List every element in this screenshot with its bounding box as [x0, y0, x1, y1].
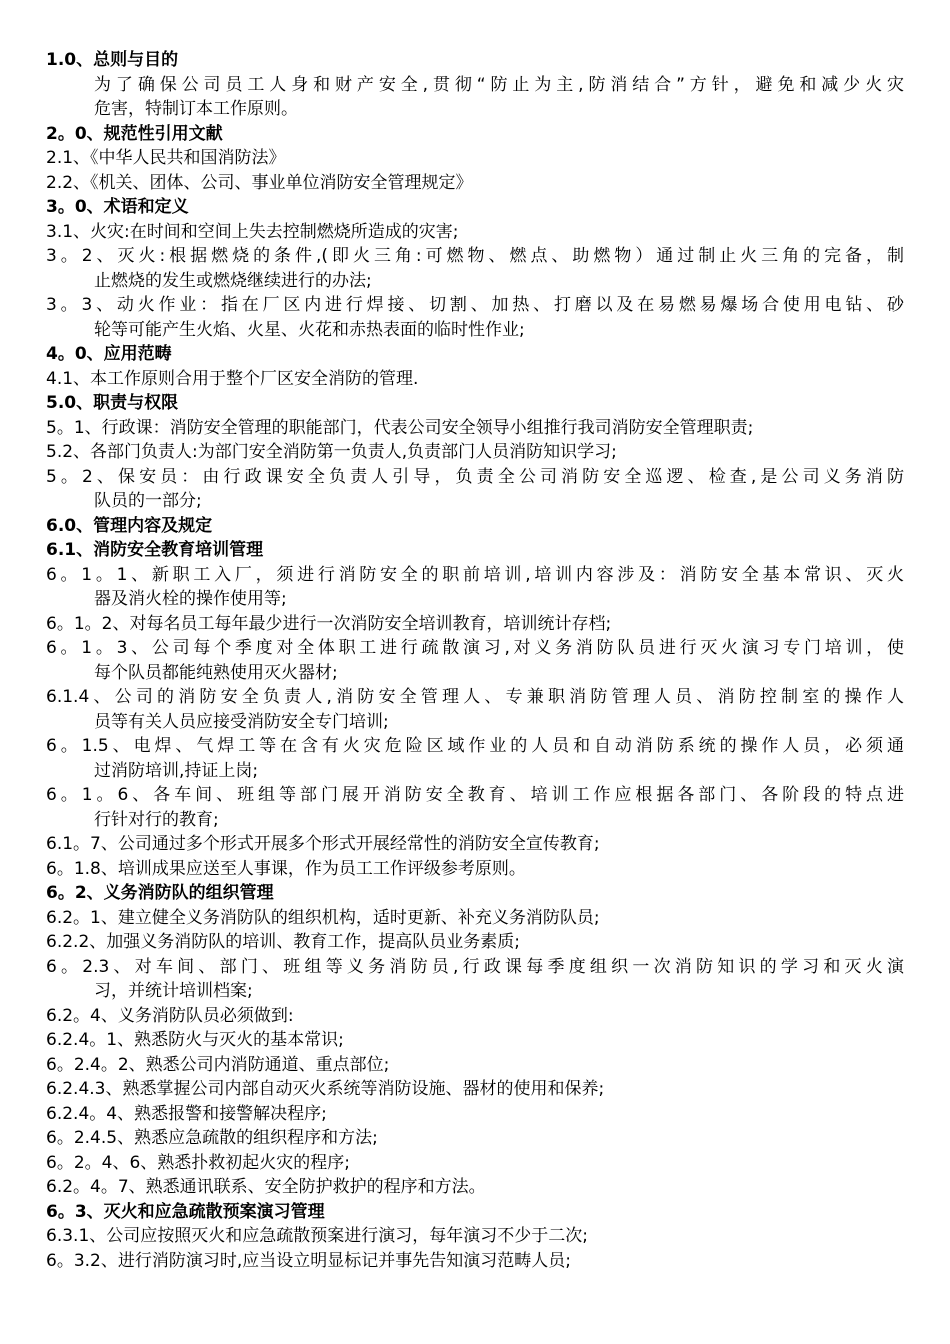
paragraph-line: 6.1。7、公司通过多个形式开展多个形式开展经常性的消防安全宣传教育; — [46, 834, 600, 854]
paragraph-line: 为了确保公司员工人身和财产安全,贯彻“防止为主,防消结合”方针，避免和减少火灾 — [94, 74, 904, 95]
paragraph-line: 6.2。4、义务消防队员必须做到: — [46, 1005, 294, 1026]
paragraph-line: 6。2.4。2、熟悉公司内消防通道、重点部位; — [46, 1054, 390, 1075]
paragraph-line: 6。1.5、电焊、气焊工等在含有火灾危险区域作业的人员和自动消防系统的操作人员，必须通 — [46, 736, 904, 756]
paragraph-continuation: 轮等可能产生火焰、火星、火花和赤热表面的临时性作业; — [94, 319, 525, 340]
section-heading: 4。0、应用范畴 — [46, 344, 172, 364]
paragraph-continuation: 过消防培训,持证上岗; — [94, 760, 259, 781]
paragraph-line: 3.1、火灾:在时间和空间上失去控制燃烧所造成的灾害; — [46, 221, 459, 242]
paragraph-line: 6.3.1、公司应按照灭火和应急疏散预案进行演习，每年演习不少于二次; — [46, 1226, 588, 1246]
paragraph-line: 3。3、动火作业：指在厂区内进行焊接、切割、加热、打磨以及在易燃易爆场合使用电钻、砂 — [46, 295, 904, 315]
paragraph-line: 3。2、灭火:根据燃烧的条件,(即火三角:可燃物、燃点、助燃物）通过制止火三角的完备，制 — [46, 246, 904, 266]
paragraph-line: 5.2、各部门负责人:为部门安全消防第一负责人,负责部门人员消防知识学习; — [46, 442, 617, 462]
paragraph-line: 6。1。3、公司每个季度对全体职工进行疏散演习,对义务消防队员进行灭火演习专门培训，使 — [46, 638, 904, 658]
paragraph-line: 6。2.4.5、熟悉应急疏散的组织程序和方法; — [46, 1128, 378, 1148]
section-heading: 6。3、灭火和应急疏散预案演习管理 — [46, 1201, 325, 1222]
paragraph-line: 4.1、本工作原则合用于整个厂区安全消防的管理. — [46, 368, 419, 389]
paragraph-line: 2.2、《机关、团体、公司、事业单位消防安全管理规定》 — [46, 172, 473, 193]
paragraph-continuation: 员等有关人员应接受消防安全专门培训; — [94, 711, 389, 732]
paragraph-line: 6.2.4。1、熟悉防火与灭火的基本常识; — [46, 1030, 344, 1050]
paragraph-continuation: 器及消火栓的操作使用等; — [94, 589, 287, 609]
paragraph-continuation: 习，并统计培训档案; — [94, 981, 253, 1001]
paragraph-line: 6。1。1、新职工入厂，须进行消防安全的职前培训,培训内容涉及：消防安全基本常识、灭火 — [46, 564, 904, 585]
paragraph-line: 6.2。4。7、熟悉通讯联系、安全防护救护的程序和方法。 — [46, 1177, 486, 1197]
paragraph-line: 6。2.3、对车间、部门、班组等义务消防员,行政课每季度组织一次消防知识的学习和灭火演 — [46, 956, 904, 977]
section-heading: 5.0、职责与权限 — [46, 393, 179, 413]
paragraph-line: 5。2、保安员：由行政课安全负责人引导，负责全公司消防安全巡逻、检查,是公司义务消防 — [46, 466, 904, 487]
paragraph-continuation: 危害，特制订本工作原则。 — [94, 99, 298, 119]
section-heading: 3。0、术语和定义 — [46, 197, 189, 217]
paragraph-line: 6.2。1、建立健全义务消防队的组织机构，适时更新、补充义务消防队员; — [46, 907, 600, 928]
paragraph-line: 6。1。2、对每名员工每年最少进行一次消防安全培训教育，培训统计存档; — [46, 613, 612, 634]
paragraph-continuation: 每个队员都能纯熟使用灭火器材; — [94, 662, 338, 683]
paragraph-continuation: 行针对行的教育; — [94, 809, 219, 830]
section-heading: 1.0、总则与目的 — [46, 50, 179, 70]
paragraph-line: 5。1、行政课：消防安全管理的职能部门，代表公司安全领导小组推行我司消防安全管理职责; — [46, 417, 754, 438]
paragraph-line: 6。1。6、各车间、班组等部门展开消防安全教育、培训工作应根据各部门、各阶段的特点进 — [46, 785, 904, 805]
section-heading: 6.1、消防安全教育培训管理 — [46, 540, 264, 560]
paragraph-line: 6。1.8、培训成果应送至人事课，作为员工工作评级参考原则。 — [46, 858, 526, 879]
section-heading: 2。0、规范性引用文献 — [46, 123, 223, 144]
paragraph-line: 6.2.4.3、熟悉掌握公司内部自动灭火系统等消防设施、器材的使用和保养; — [46, 1079, 605, 1099]
paragraph-continuation: 队员的一部分; — [94, 491, 202, 511]
paragraph-line: 2.1、《中华人民共和国消防法》 — [46, 148, 286, 168]
paragraph-line: 6.2.4。4、熟悉报警和接警解决程序; — [46, 1103, 327, 1124]
section-heading: 6。2、义务消防队的组织管理 — [46, 883, 274, 903]
paragraph-line: 6。2。4、6、熟悉扑救初起火灾的程序; — [46, 1152, 350, 1173]
section-heading: 6.0、管理内容及规定 — [46, 515, 213, 536]
paragraph-continuation: 止燃烧的发生或燃烧继续进行的办法; — [94, 270, 372, 291]
paragraph-line: 6.1.4、公司的消防安全负责人,消防安全管理人、专兼职消防管理人员、消防控制室的操作人 — [46, 687, 904, 707]
paragraph-line: 6.2.2、加强义务消防队的培训、教育工作，提高队员业务素质; — [46, 932, 520, 952]
paragraph-line: 6。3.2、进行消防演习时,应当设立明显标记并事先告知演习范畴人员; — [46, 1250, 571, 1271]
